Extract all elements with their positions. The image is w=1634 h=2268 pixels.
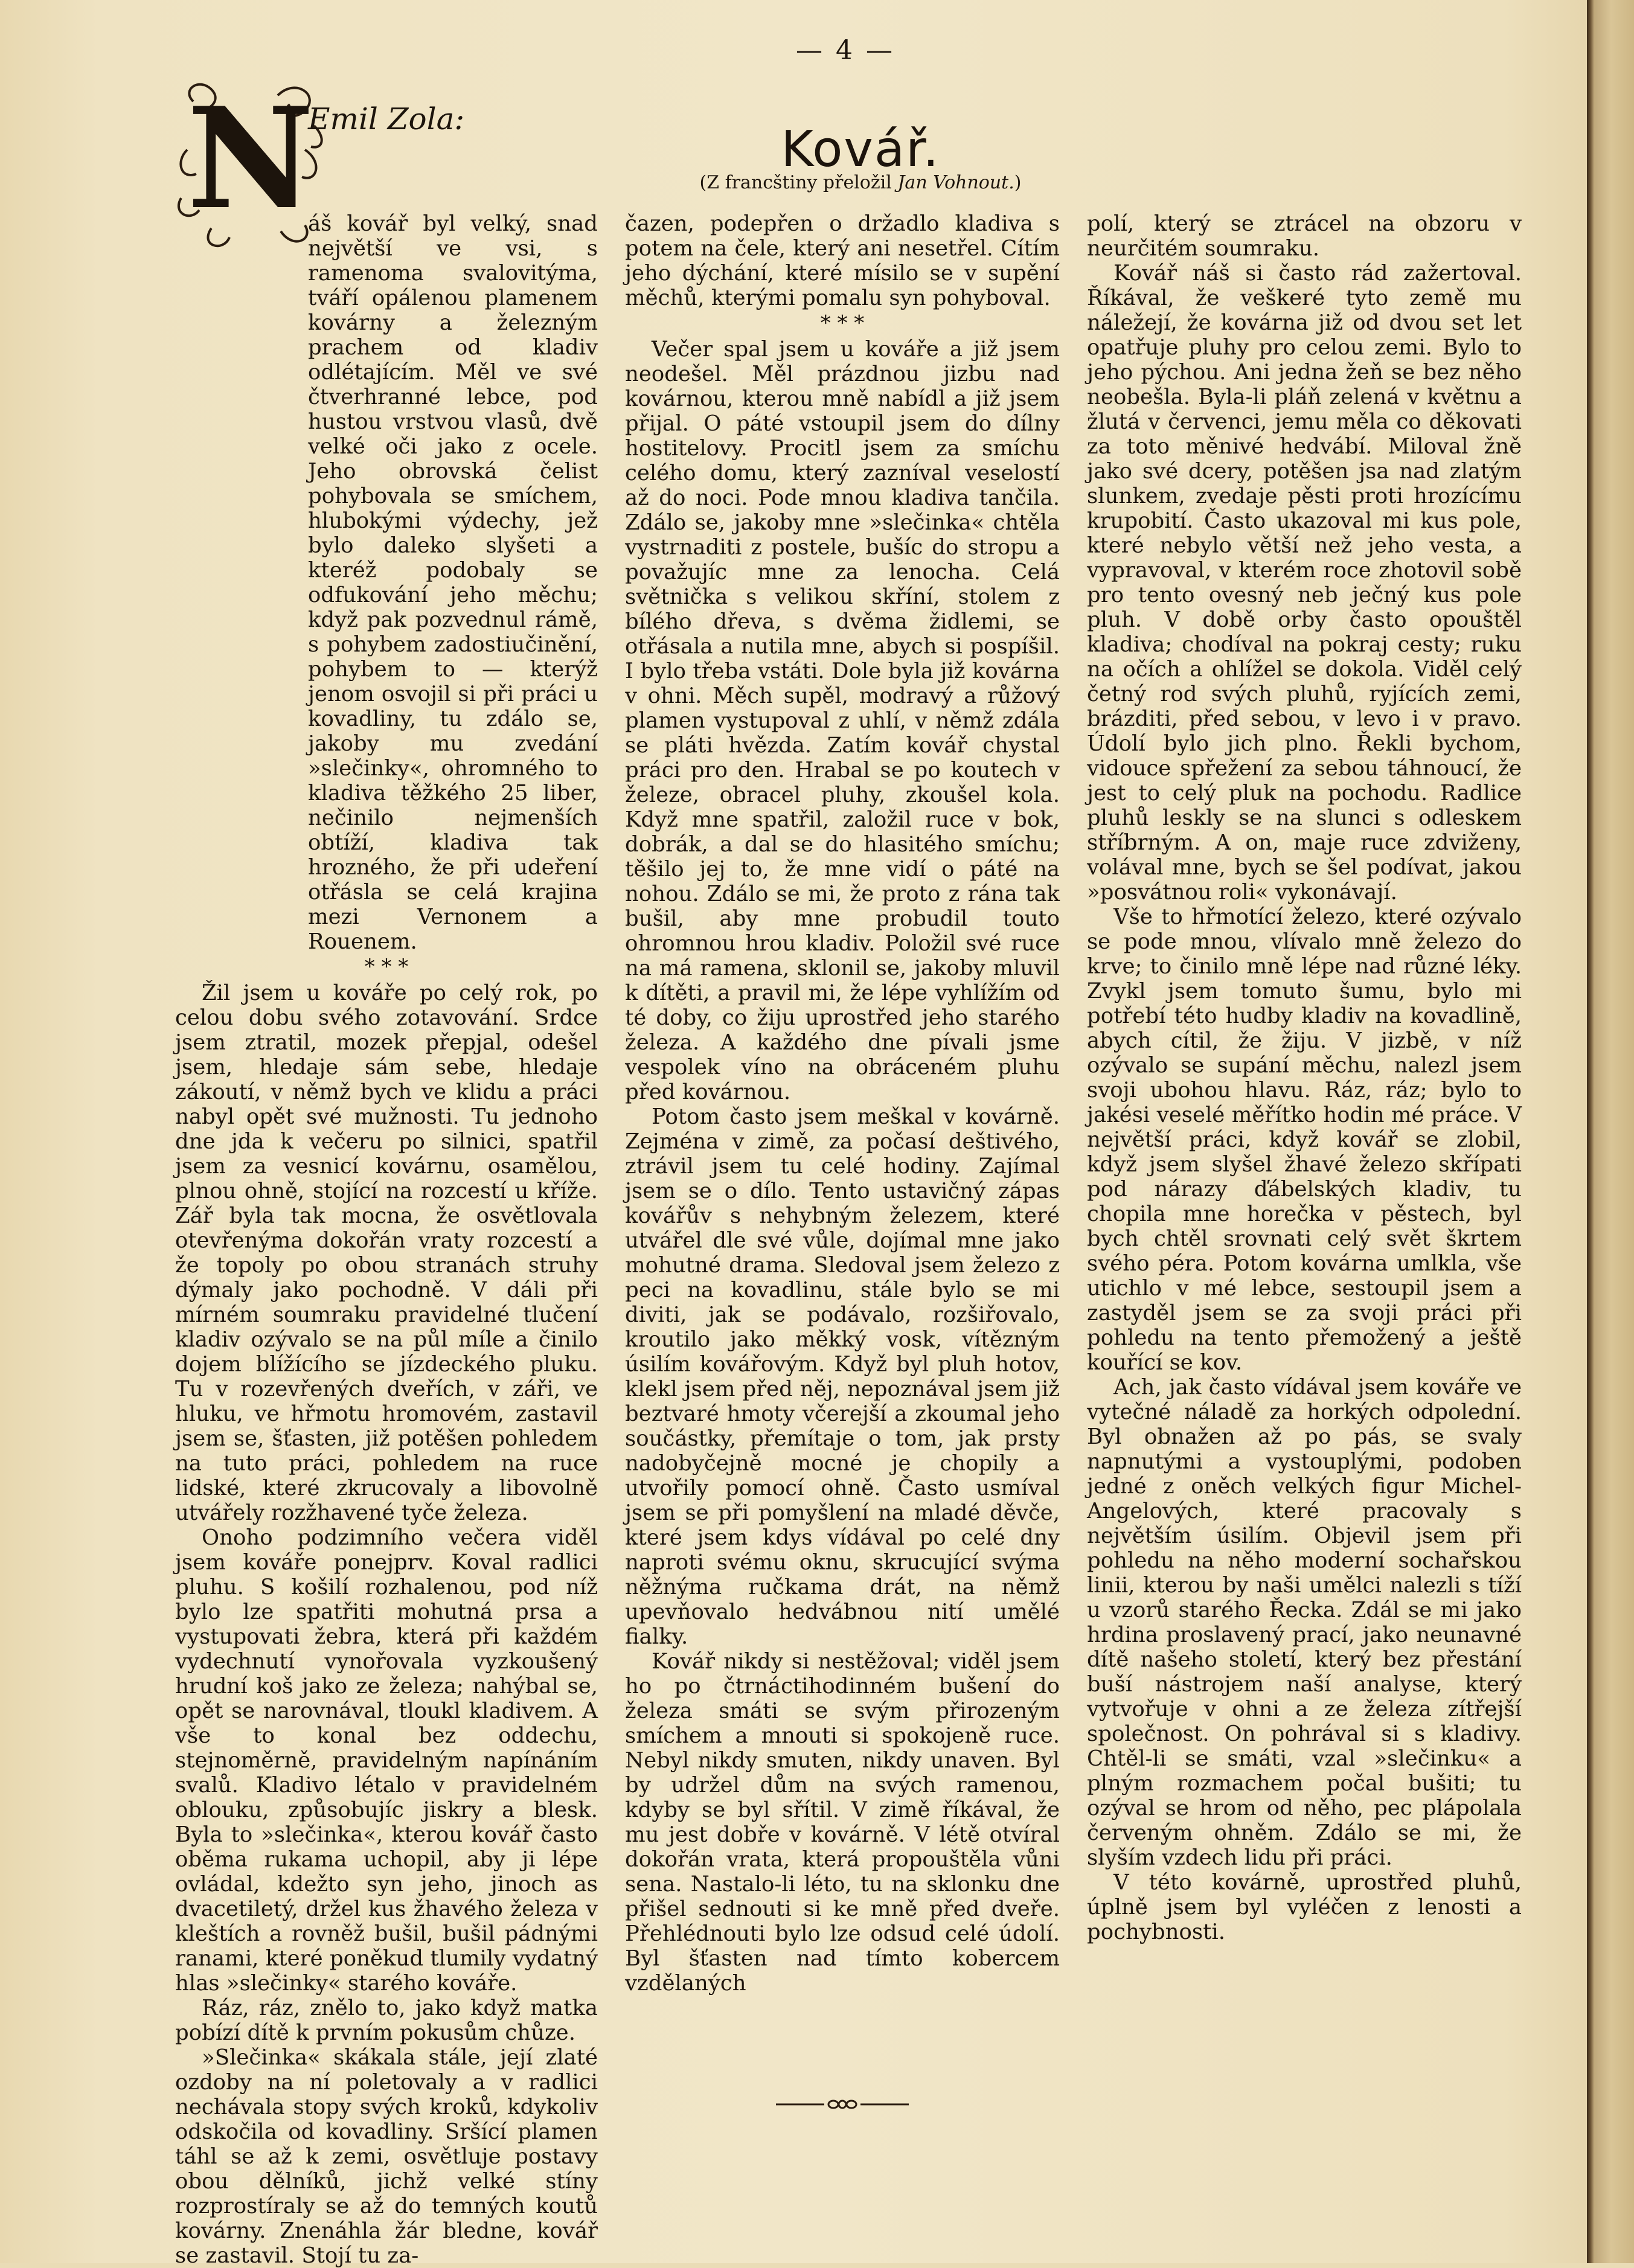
paragraph: Potom často jsem meškal v kovárně. Zejména v zimě, za počasí deštivého, ztrávil jsem tu celé hodiny. Zajímal jsem se o dílo. Tento ustavičný zápas kovářův s nehybným železem, které utvářel dle své vůle, dojímal mne jako mohutné drama. Sledoval jsem železo z peci na kovadlinu, stále bylo se mi diviti, jak se podávalo, rozšiřovalo, kroutilo jako měkký vosk, vítězným úsilím kovářovým. Když byl pluh hotov, klekl jsem před něj, nepoznával jsem již beztvaré hmoty včerejší a zkoumal jeho součástky, přemítaje o tom, jak prsty nadobyčejně mocné je chopily a utvořily pomocí ohně. Často usmíval jsem se při pomyšlení na mladé děvče, které jsem kdys vídával po celé dny naproti svému oknu, skrucující svýma něžnýma ručkama drát, na němž upevňovalo hedvábnou nití umělé fialky. [625, 1104, 1060, 1649]
text-column-1 [175, 211, 598, 2268]
section-divider [625, 311, 1060, 335]
text-column-2 [625, 211, 1060, 1996]
paragraph: Onoho podzimního večera viděl jsem kováře ponejprv. Koval radlici pluhu. S košilí rozhalenou, pod níž bylo lze spatřiti mohutná prsa a vystupovati žebra, která při každém vydechnutí vynořovala vyzkoušený hrudní koš jako ze železa; nahýbal se, opět se narovnával, tloukl kladivem. A vše to konal bez oddechu, stejnoměrně, pravidelným napínáním svalů. Kladivo létalo v pravidelném oblouku, způsobujíc jiskry a blesk. Byla to »slečinka«, kterou kovář často oběma rukama uchopil, aby ji lépe ovládal, kdežto syn jeho, jinoch as dvacetiletý, držel kus žhavého železa v kleštích a rovněž bušil, bušil pádnými ranami, které poněkud tlumily vydatný hlas »slečinky« starého kováře. [175, 1525, 598, 1996]
paragraph: »Slečinka« skákala stále, její zlaté ozdoby na ní poletovaly a v radlici nechávala stopy svých kroků, kdykoliv odskočila od kovadliny. Sršící plamen táhl se až k zemi, osvětluje postavy obou dělníků, jichž velké stíny rozprostíraly se až do temných koutů kovárny. Znenáhla žár bledne, kovář se zastavil. Stojí tu za- [175, 2045, 598, 2268]
text-column-3 [1087, 211, 1522, 1944]
paragraph: áš kovář byl velký, snad největší ve vsi, s ramenoma svalovitýma, tváří opálenou plamenem kovárny a železným prachem od kladiv odlétajícím. Měl ve své čtverhranné lebce, pod hustou vrstvou vlasů, dvě velké oči jako z ocele. Jeho obrovská čelist pohybovala se smíchem, hlubokými výdechy, jež bylo daleko slyšeti a kteréž podobaly se odfukování jeho měchu; když pak pozvednul rámě, s pohybem zadostiučinění, pohybem to — kterýž jenom osvojil si při práci u kovadliny, tu zdálo se, jakoby mu zvedání »slečinky«, ohromného to kladiva těžkého 25 liber, nečinilo nejmenších obtíží, kladiva tak hrozného, že při udeření otřásla se celá krajina mezi Vernonem a Rouenem. [308, 211, 598, 954]
paragraph: Vše to hřmotící železo, které ozývalo se pode mnou, vlívalo mně železo do krve; to činilo mně lépe nad různé léky. Zvykl jsem tomuto šumu, bylo mi potřebí této hudby kladiv na kovadlině, abych cítil, že žiju. V jizbě, v níž ozývalo se supání měchu, nalezl jsem svoji ubohou hlavu. Ráz, ráz; bylo to jakési veselé měřítko hodin mé práce. V největší práci, když kovář se zlobil, když jsem slyšel žhavé železo skřípati pod nárazy ďábelských kladiv, tu chopila mne horečka v pěstech, byl bych chtěl srovnati celý svět škrtem svého péra. Potom kovárna umlkla, vše utichlo v mé lebce, sestoupil jsem a zastyděl jsem se za svoji práci při pohledu na tento přemožený a ještě kouřící se kov. [1087, 905, 1522, 1375]
paragraph: polí, který se ztrácel na obzoru v neurčitém soumraku. [1087, 211, 1522, 261]
article-subtitle [634, 172, 1087, 193]
subtitle-suffix: ) [1014, 172, 1022, 193]
paragraph: Žil jsem u kováře po celý rok, po celou dobu svého zotavování. Srdce jsem ztratil, mozek přepjal, odešel jsem, hledaje sám sebe, hledaje zákoutí, v němž bych ve klidu a práci nabyl opět své mužnosti. Tu jednoho dne jda k večeru po silnici, spatřil jsem za vesnicí kovárnu, osamělou, plnou ohně, stojící na rozcestí u kříže. Zář byla tak mocna, že osvětlovala otevřenýma dokořán vraty rozcestí a že topoly po obou stranách struhy dýmaly jako pochodně. V dáli při mírném soumraku pravidelné tlučení kladiv ozývalo se na půl míle a činilo dojem blížícího se jízdeckého pluku. Tu v rozevřených dveřích, v záři, ve hluku, ve hřmotu hromovém, zastavil jsem se, šťasten, již potěšen pohledem na tuto práci, pohledem na ruce lidské, které zkrucovaly a libovolně utvářely rozžhavené tyče železa. [175, 981, 598, 1525]
drop-cap-letter: N [187, 77, 315, 240]
paragraph: Ráz, ráz, znělo to, jako když matka pobízí dítě k prvním pokusům chůze. [175, 1996, 598, 2045]
paragraph: Večer spal jsem u kováře a již jsem neodešel. Měl prázdnou jizbu nad kovárnou, kterou mně nabídl a již jsem přijal. O páté vstoupil jsem do dílny hostitelovy. Procitl jsem za smíchu celého domu, který zazníval veselostí až do noci. Pode mnou kladiva tančila. Zdálo se, jakoby mne »slečinka« chtěla vystrnaditi z postele, bušíc do stropu a považujíc mne za lenocha. Celá světnička s velikou skříní, stolem z bílého dřeva, s dvěma židlemi, se otřásala a nutila mne, abych si pospíšil. I bylo třeba vstáti. Dole byla již kovárna v ohni. Měch supěl, modravý a růžový plamen vystupoval z uhlí, v němž zdála se pláti hvězda. Zatím kovář chystal práci pro den. Hrabal se po koutech v železe, obracel pluhy, zkoušel kola. Když mne spatřil, založil ruce v bok, dobrák, a dal se do hlasitého smíchu; těšilo jej to, že mne vidí o páté na nohou. Zdálo se mi, že proto z rána tak bušil, aby mne probudil touto ohromnou hrou kladiv. Položil své ruce na má ramena, sklonil se, jakoby mluvil k dítěti, a pravil mi, že lépe vyhlížím od té doby, co žiju uprostřed jeho starého železa. A každého dne pívali jsme vespolek víno na obráceném pluhu před kovárnou. [625, 337, 1060, 1104]
paragraph: V této kovárně, uprostřed pluhů, úplně jsem byl vyléčen z lenosti a pochybnosti. [1087, 1870, 1522, 1944]
paragraph: Kovář náš si často rád zažertoval. Říkával, že veškeré tyto země mu náležejí, že kovárna již od dvou set let opatřuje pluhy pro celou zemi. Bylo to jeho pýchou. Ani jedna žeň se bez něho neobešla. Byla-li pláň zelená v květnu a žlutá v červenci, jemu měla co děkovati za toto měnivé hedvábí. Miloval žně jako své dcery, potěšen jsa nad zlatým slunkem, zvedaje pěsti proti hrozícímu krupobití. Často ukazoval mi kus pole, které nebylo větší než jeho vesta, a vypravoval, v kterém roce zhotovil sobě pro tento ovesný neb ječný kus pole pluh. V době orby často opouštěl kladiva; chodíval na pokraj cesty; ruku na očích a ohlížel se dokola. Viděl celý četný rod svých pluhů, ryjících zemi, brázditi, před sebou, v levo i v pravo. Údolí bylo jich plno. Řekli bychom, vidouce spřežení za sebou táhnoucí, že jest to celý pluk na pochodu. Radlice pluhů leskly se na slunci s odleskem stříbrným. A on, maje ruce zdviženy, volával mne, bych se šel podívat, jakou »posvátnou roli« vykonávají. [1087, 261, 1522, 905]
paragraph: čazen, podepřen o držadlo kladiva s potem na čele, který ani nesetřel. Cítím jeho dýchání, které mísilo se v supění měchů, kterými pomalu syn pohyboval. [625, 211, 1060, 310]
translator-name: Jan Vohnout. [897, 172, 1014, 193]
binding-edge [1587, 0, 1634, 2263]
end-ornament [776, 2095, 909, 2113]
article-title: Kovář. [781, 121, 940, 178]
author-name: Emil Zola: [308, 101, 465, 136]
section-divider [175, 955, 598, 979]
subtitle-prefix: (Z francštiny přeložil [699, 172, 898, 193]
paragraph: Kovář nikdy si nestěžoval; viděl jsem ho po čtrnáctihodinném bušení do železa smáti se svým přirozeným smíchem a mnouti si spokojeně ruce. Nebyl nikdy smuten, nikdy unaven. Byl by udržel dům na svých ramenou, kdyby se byl sřítil. V zimě říkával, že mu jest dobře v kovárně. V létě otvíral dokořán vrata, která propouštěla vůni sena. Nastalo-li léto, tu na sklonku dne přišel sednouti si ke mně před dveře. Přehlédnouti bylo lze odsud celé údolí. Byl šťasten nad tímto kobercem vzdělaných [625, 1649, 1060, 1996]
divider-stars: * * * [820, 311, 865, 335]
paragraph: Ach, jak často vídával jsem kováře ve vytečné náladě za horkých odpolední. Byl obnažen až po pás, se svaly napnutými a vystouplými, podoben jedné z oněch velkých figur Michel-Angelových, které pracovaly s největším úsilím. Objevil jsem při pohledu na něho moderní sochařskou linii, kterou by naši umělci nalezli s tíží u vzorů starého Řecka. Zdál se mi jako hrdina proslavený prací, jako neunavné dítě našeho století, který bez přestání buší nástrojem naší analyse, který vytvořuje v ohni a ze železa zítřejší společnost. On pohrával si s kladivy. Chtěl-li se smáti, vzal »slečinku« a plným rozmachem počal bušiti; tu ozýval se hrom od něho, pec plápolala červeným ohněm. Zdálo se mi, že slyším vzdech lidu při práci. [1087, 1375, 1522, 1870]
divider-stars: * * * [364, 955, 409, 979]
page-number: — 4 — [796, 35, 895, 66]
